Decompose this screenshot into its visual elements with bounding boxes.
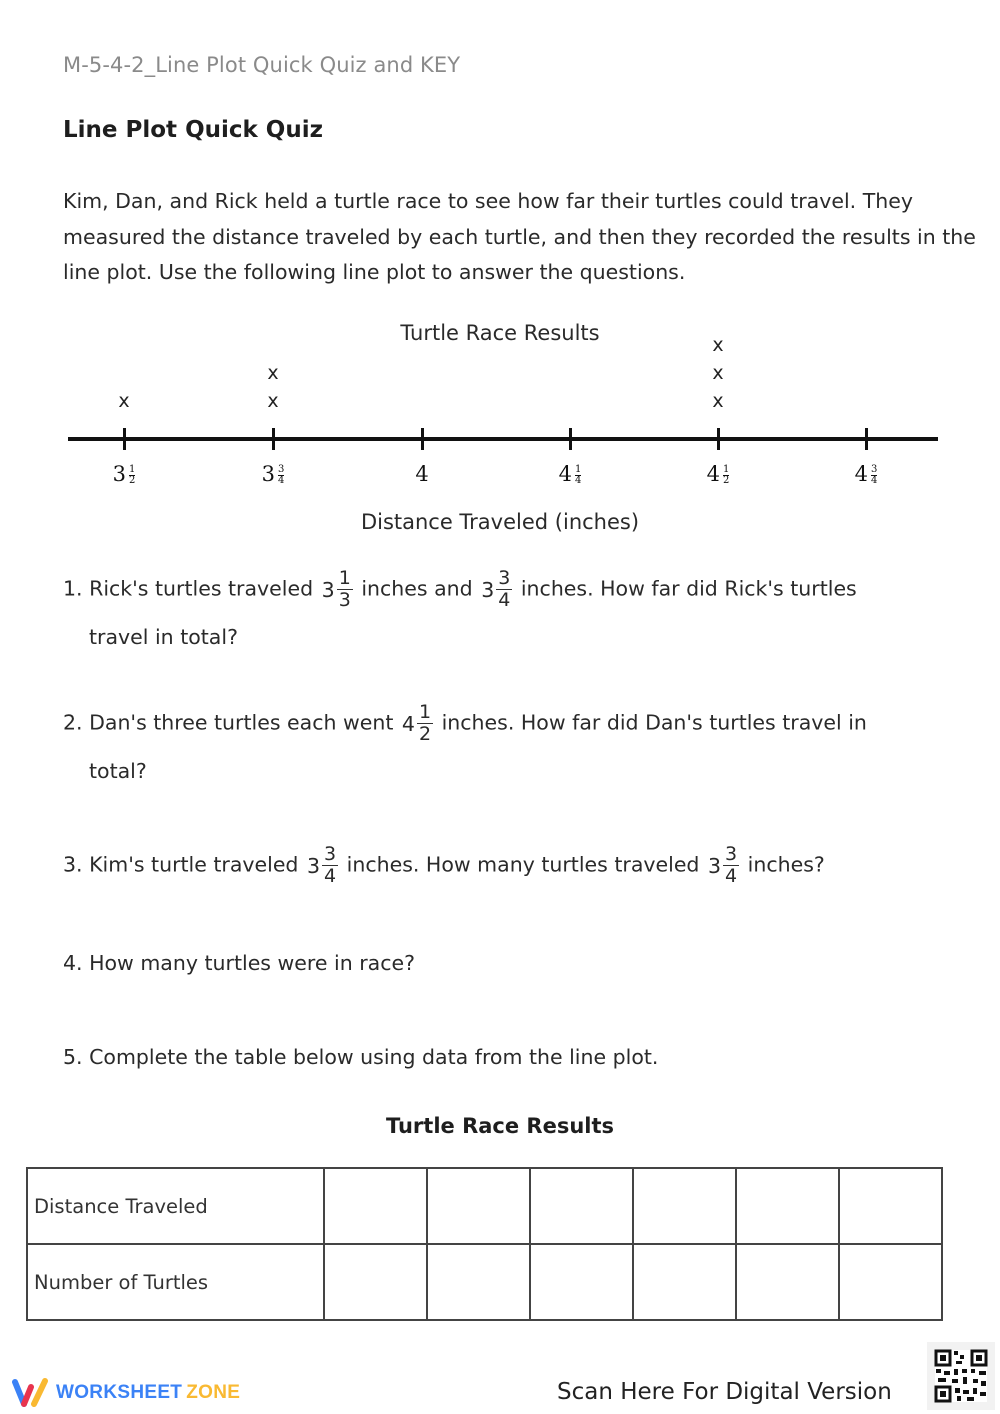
tick-mark [717,428,720,450]
line-plot-axis-label: Distance Traveled (inches) [360,510,640,534]
mixed-number: 3 3 4 [707,843,738,887]
question-5: 5. Complete the table below using data from the line plot. [63,1045,659,1069]
mixed-number: 3 3 4 [481,567,511,611]
answer-cell[interactable] [633,1244,736,1320]
answer-cell[interactable] [839,1244,942,1320]
x-mark-icon: x [267,362,279,384]
x-mark-icon: x [712,362,724,384]
answer-cell[interactable] [324,1168,427,1244]
x-mark-icon: x [267,390,279,412]
tick-mark [123,428,126,450]
table-row [27,1244,942,1320]
tick-label: 4 $\frac{3}{4}$ [854,462,878,486]
answer-cell[interactable] [839,1168,942,1244]
table-row [27,1168,942,1244]
mixed-number: 3 3 4 [306,843,337,887]
logo-mark-icon [10,1377,50,1409]
page-title: Line Plot Quick Quiz [63,117,324,143]
answer-cell[interactable] [736,1244,839,1320]
x-mark-icon: x [118,390,130,412]
tick-label: 4 $\frac{1}{4}$ [558,462,582,486]
answer-cell[interactable] [530,1244,633,1320]
tick-label: 4 $\frac{1}{2}$ [706,462,730,486]
tick-mark [569,428,572,450]
results-table [26,1167,943,1321]
x-mark-icon: x [712,390,724,412]
mixed-number: 3 1 3 [321,567,351,611]
answer-cell[interactable] [427,1168,530,1244]
tick-label: 3 $\frac{1}{2}$ [112,462,136,486]
tick-label: 3 $\frac{3}{4}$ [261,462,285,486]
tick-mark [865,428,868,450]
x-mark-icon: x [712,334,724,356]
row-header: Number of Turtles [27,1244,324,1320]
tick-label: 4 [415,462,429,486]
table-title: Turtle Race Results [385,1114,615,1138]
answer-cell[interactable] [324,1244,427,1320]
question-3: 3. Kim's turtle traveled 3 3 4 inches. How many turtles traveled 3 3 4 inches? [63,843,825,887]
tick-mark [272,428,275,450]
document-id: M-5-4-2_Line Plot Quick Quiz and KEY [63,53,461,77]
question-1: 1. Rick's turtles traveled 3 1 3 inches and 3 3 4 inches. How far did Rick's turtles travel in total? [63,567,857,649]
mixed-number: 4 1 2 [401,701,432,745]
tick-mark [421,428,424,450]
line-plot-title: Turtle Race Results [400,321,600,345]
answer-cell[interactable] [633,1168,736,1244]
scan-text: Scan Here For Digital Version [557,1379,892,1405]
answer-cell[interactable] [427,1244,530,1320]
number-line [68,437,938,441]
worksheetzone-logo[interactable]: WORKSHEET ZONE [10,1377,240,1409]
row-header: Distance Traveled [27,1168,324,1244]
qr-code-icon[interactable] [927,1342,995,1410]
answer-cell[interactable] [530,1168,633,1244]
question-2: 2. Dan's three turtles each went 4 1 2 inches. How far did Dan's turtles travel in total? [63,701,867,783]
answer-cell[interactable] [736,1168,839,1244]
intro-paragraph: Kim, Dan, and Rick held a turtle race to see how far their turtles could travel. They measured the distance traveled by each turtle, and then they recorded the results in the line plot. Use the following line plot to answer the questions. [63,189,976,284]
question-4: 4. How many turtles were in race? [63,951,415,975]
